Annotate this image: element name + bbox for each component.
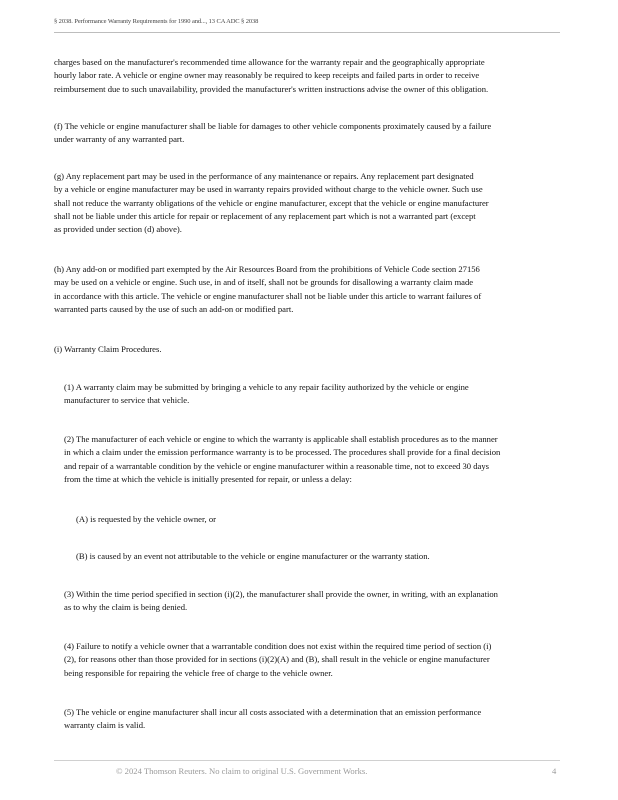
paragraph-i-2: (2) The manufacturer of each vehicle or engine to which the warranty is applicable shall establish procedures as to the manner in which a claim under the emission performance warranty is to be processed. The procedures shall provide for a final decision and repair of a warrantable condition by the vehicle or engine manufacturer within a reasonable time, not to exceed 30 days from the time at which the vehicle is initially presented for repair, or unless a delay: (64, 434, 501, 484)
paragraph-i-4: (4) Failure to notify a vehicle owner that a warrantable condition does not exist within the required time period of section (i) (2), for reasons other than those provided for in sections (i)(2)(A) and (B), shall result in the vehicle or engine manufacturer being responsible for repairing the vehicle free of charge to the vehicle owner. (64, 641, 492, 678)
paragraph-i-1: (1) A warranty claim may be submitted by bringing a vehicle to any repair facility authorized by the vehicle or engine manufacturer to service that vehicle. (64, 382, 469, 406)
header-divider (54, 32, 560, 33)
paragraph-i-3: (3) Within the time period specified in section (i)(2), the manufacturer shall provide the owner, in writing, with an explanation as to why the claim is being denied. (64, 589, 498, 613)
paragraph-f: (f) The vehicle or engine manufacturer shall be liable for damages to other vehicle components proximately caused by a failure under warranty of any warranted part. (54, 121, 492, 145)
paragraph-h: (h) Any add-on or modified part exempted by the Air Resources Board from the prohibitions of Vehicle Code section 27156 may be used on a vehicle or engine. Such use, in and of itself, shall not be grounds for disallowing a warranty claim made in accordance with this article. The vehicle or engine manufacturer shall not be liable under this article to warrant failures of warranted parts caused by the use of such an add-on or modified part. (54, 264, 482, 314)
running-header: § 2038. Performance Warranty Requirements for 1990 and..., 13 CA ADC § 2038 (54, 18, 259, 25)
paragraph-g: (g) Any replacement part may be used in the performance of any maintenance or repairs. Any replacement part designated by a vehicle or engine manufacturer may be used in warranty repairs provided without charge to the vehicle owner. Such use shall not reduce the warranty obligations of the vehicle or engine manufacturer, except that the vehicle or engine manufacturer shall not be liable under this article for repair or replacement of any replacement part which is not a warranted part (except as provided under section (d) above). (54, 171, 489, 235)
paragraph-i-5: (5) The vehicle or engine manufacturer shall incur all costs associated with a determination that an emission performance warranty claim is valid. (64, 707, 482, 731)
paragraph-i-2-a: (A) is requested by the vehicle owner, or (76, 514, 216, 524)
footer-divider (54, 760, 560, 761)
page-number: 4 (552, 766, 557, 776)
footer-copyright: © 2024 Thomson Reuters. No claim to original U.S. Government Works. (116, 766, 368, 776)
paragraph-continuation: charges based on the manufacturer's recommended time allowance for the warranty repair and the geographically appropriate hourly labor rate. A vehicle or engine owner may reasonably be required to keep receipts and failed parts in order to receive reimbursement due to such unavailability, provided the manufacturer's written instructions advise the owner of this obligation. (54, 57, 489, 94)
paragraph-i-heading: (i) Warranty Claim Procedures. (54, 344, 162, 354)
paragraph-i-2-b: (B) is caused by an event not attributable to the vehicle or engine manufacturer or the warranty station. (76, 551, 430, 561)
